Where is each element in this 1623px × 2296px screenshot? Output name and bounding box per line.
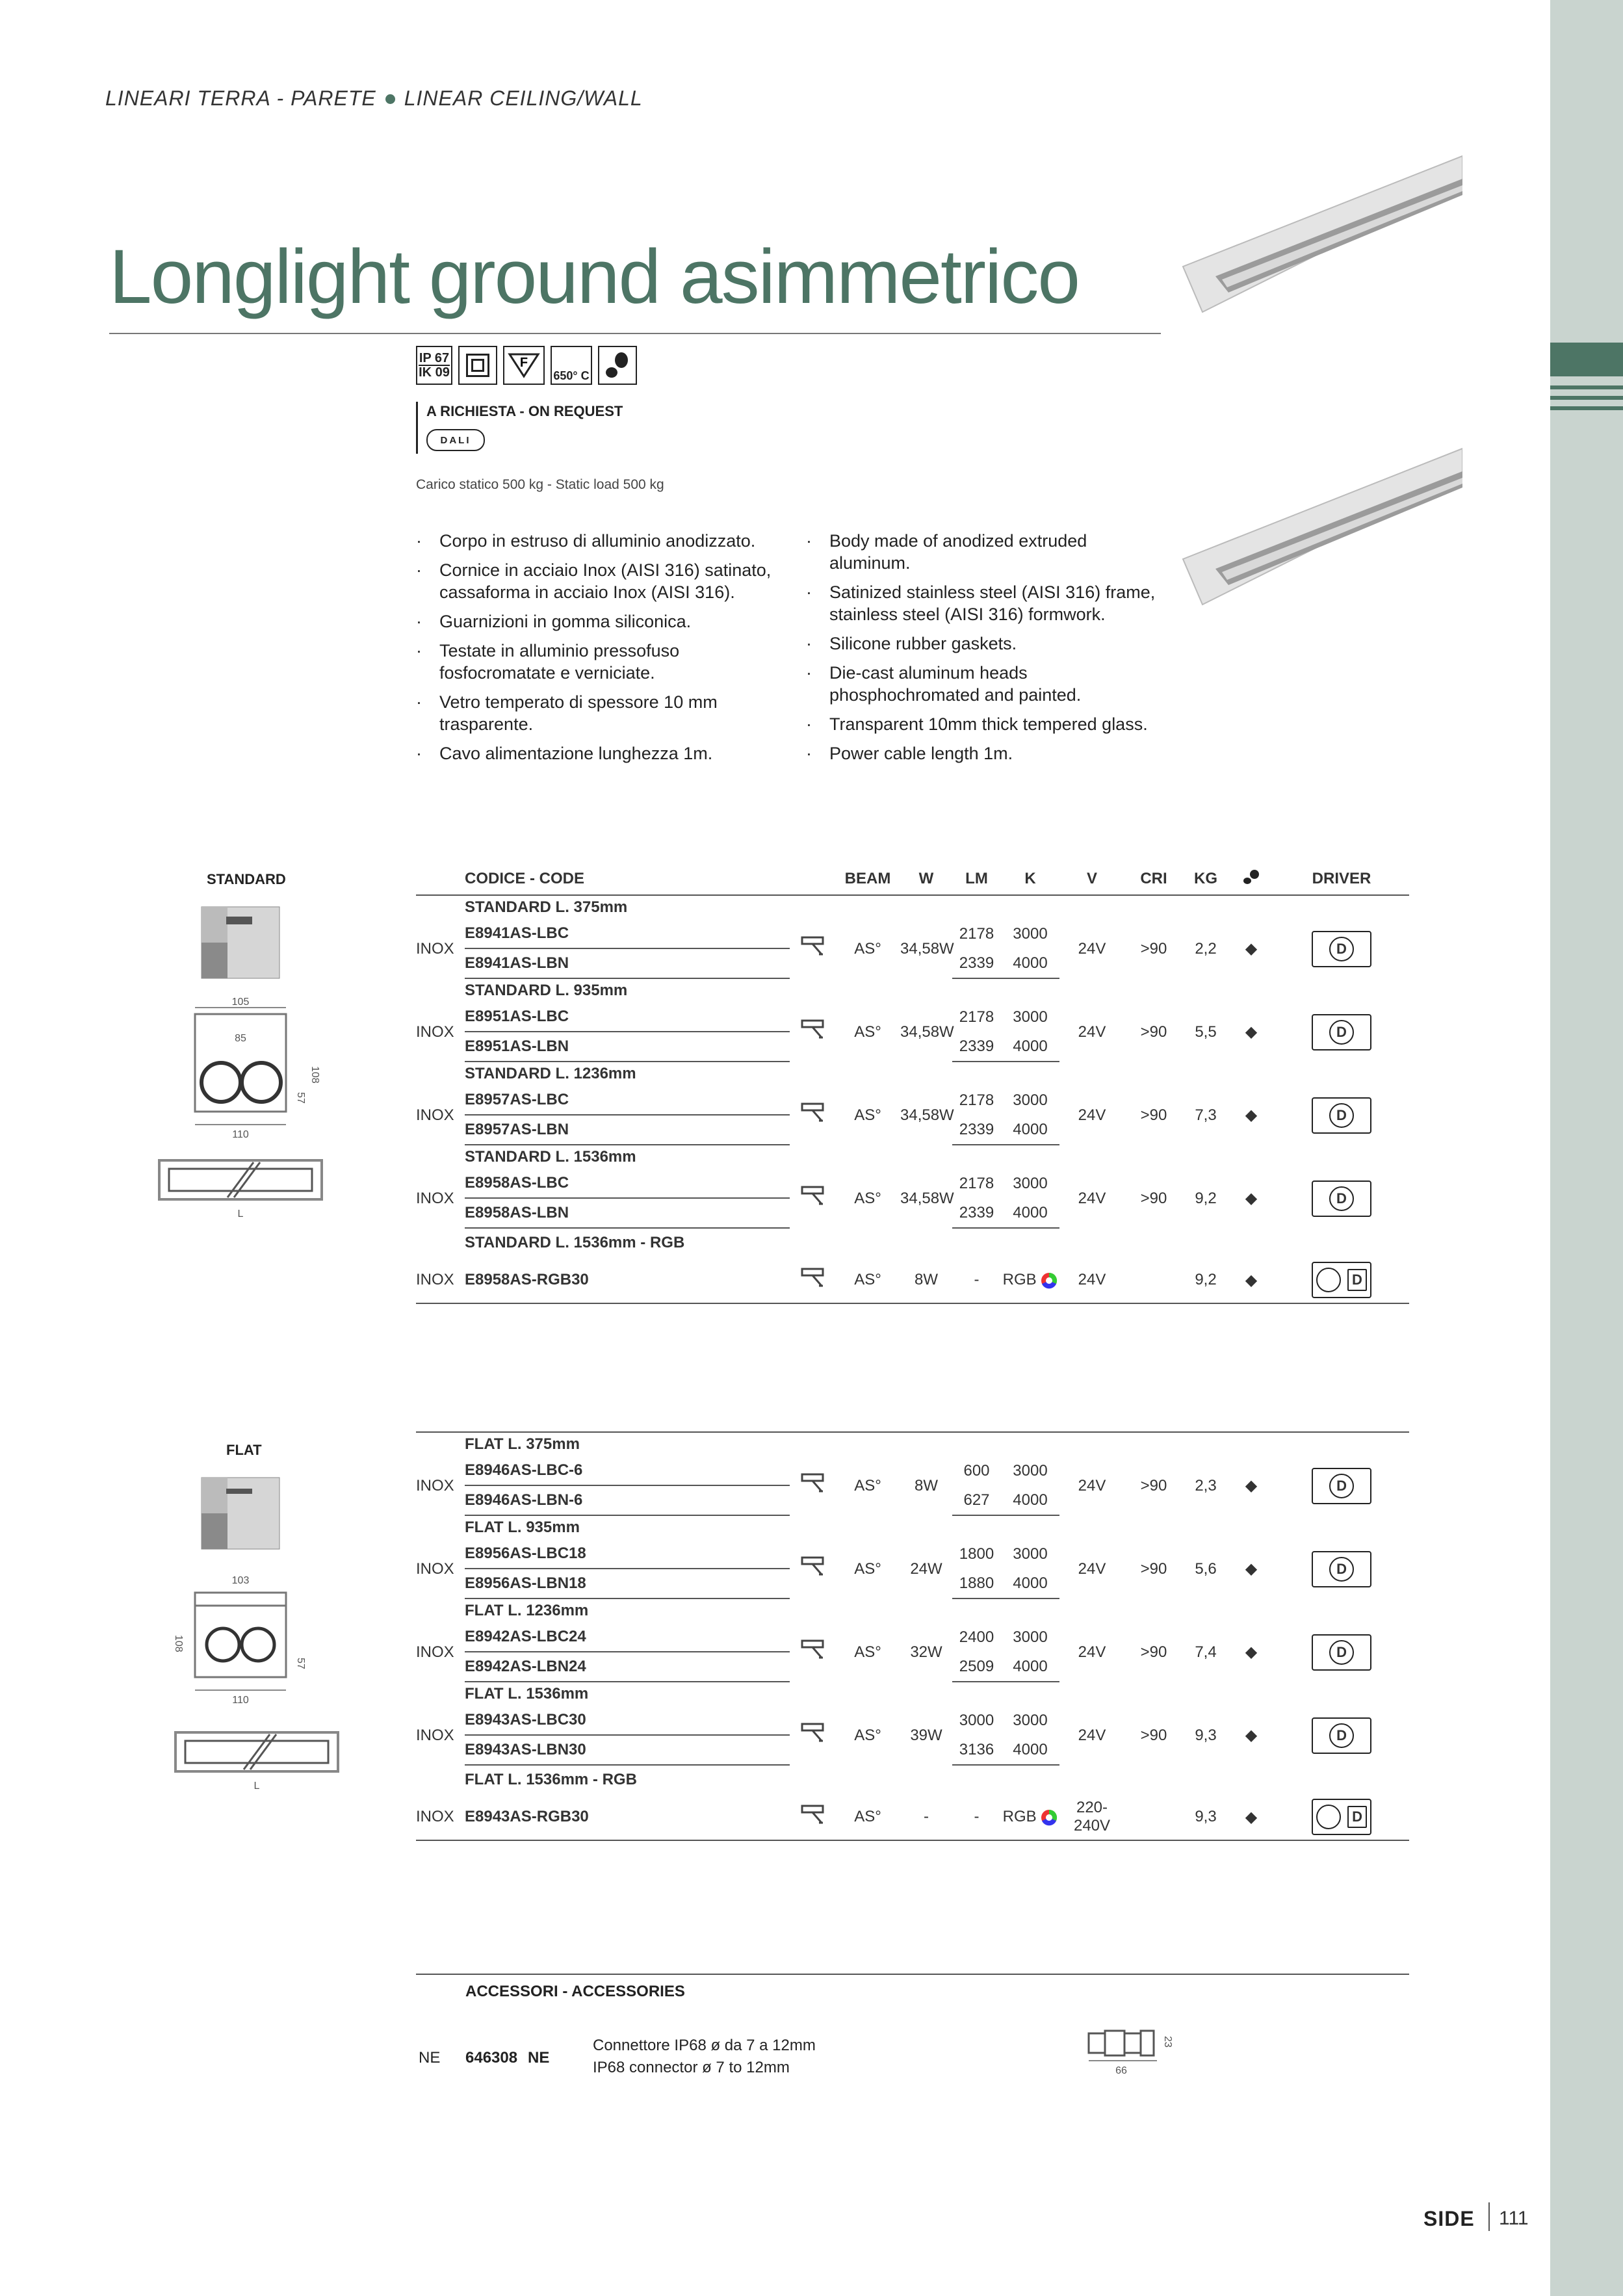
cri	[1124, 1257, 1183, 1303]
beam: AS°	[854, 1559, 881, 1578]
f-mark: F	[519, 356, 528, 370]
table-row	[416, 1002, 1409, 1032]
kelvin: 3000	[1013, 924, 1048, 943]
voltage: 24V	[1059, 1257, 1124, 1303]
group-title-row	[416, 1228, 1409, 1257]
group-title: FLAT L. 1536mm - RGB	[465, 1771, 637, 1788]
col-kg: KG	[1183, 863, 1228, 895]
lumen: 2178	[959, 924, 994, 943]
group-title: FLAT L. 375mm	[465, 1435, 580, 1453]
beam-icon	[799, 1638, 825, 1662]
kelvin: 3000	[1013, 1008, 1048, 1026]
kelvin: 3000	[1013, 1091, 1048, 1109]
lumen: 1800	[959, 1545, 994, 1563]
driver-bulb	[1316, 1805, 1341, 1829]
feature-en: · Body made of anodized extruded aluminum.	[806, 530, 1170, 574]
feature-it: · Corpo in estruso di alluminio anodizzato.	[416, 530, 780, 552]
driver-cell	[1274, 1539, 1409, 1598]
group-title-row	[416, 1682, 1409, 1706]
code-lbc: E8958AS-LBC	[465, 1174, 569, 1192]
weight: 2,3	[1195, 1476, 1217, 1494]
feature-it: · Vetro temperato di spessore 10 mm trasparente.	[416, 691, 780, 735]
group-title: FLAT L. 1536mm	[465, 1685, 589, 1702]
table-header	[416, 863, 1409, 895]
dim-103: 103	[231, 1575, 250, 1586]
driver-letter: D	[1329, 1186, 1354, 1211]
lumen: 2339	[952, 1115, 1001, 1145]
lumen: 2178	[959, 1008, 994, 1026]
beam-cell	[790, 1706, 835, 1765]
voltage: 24V	[1078, 1559, 1106, 1578]
group-title: STANDARD L. 1236mm	[465, 1065, 636, 1082]
code-lbc: E8956AS-LBC18	[465, 1545, 586, 1562]
driver-icon	[1312, 1634, 1371, 1671]
on-request-bar	[416, 402, 418, 454]
voltage: 24V	[1078, 1189, 1106, 1207]
walk-over-mark: ◆	[1245, 1560, 1258, 1578]
watt: 34,58W	[900, 939, 954, 958]
driver-cell	[1274, 1002, 1409, 1062]
side-bar	[1550, 0, 1623, 2296]
finish: INOX	[416, 1476, 454, 1494]
lumen: 2339	[952, 948, 1001, 978]
beam: AS°	[854, 1106, 881, 1124]
beam-cell	[790, 1002, 835, 1062]
code-rgb: E8958AS-RGB30	[465, 1257, 790, 1303]
beam-cell	[790, 919, 835, 978]
group-title-row	[416, 1515, 1409, 1539]
col-w: W	[900, 863, 952, 895]
lumen: 2509	[952, 1652, 1001, 1682]
beam-cell	[790, 1794, 835, 1840]
table-row	[416, 1169, 1409, 1198]
kelvin: 4000	[1001, 1485, 1059, 1515]
weight: 9,2	[1195, 1189, 1217, 1207]
driver-cell	[1274, 1706, 1409, 1765]
flat-dimension-drawing	[156, 1573, 351, 1716]
kelvin: 4000	[1001, 1032, 1059, 1062]
dim-66: 66	[1115, 2065, 1127, 2076]
code-lbc: E8943AS-LBC30	[465, 1711, 586, 1729]
group-title-row	[416, 895, 1409, 919]
beam-cell	[790, 1539, 835, 1598]
code-lbn: E8942AS-LBN24	[465, 1652, 790, 1682]
code-lbn: E8943AS-LBN30	[465, 1735, 790, 1765]
driver-letter: D	[1329, 1020, 1354, 1045]
driver-icon	[1312, 1014, 1371, 1050]
kelvin: 3000	[1013, 1711, 1048, 1729]
watt: 34,58W	[900, 1106, 954, 1124]
driver-cell	[1274, 919, 1409, 978]
table-row	[416, 1539, 1409, 1569]
finish: INOX	[416, 1023, 454, 1041]
driver-letter: D	[1329, 1103, 1354, 1128]
kelvin: 4000	[1001, 1652, 1059, 1682]
driver-icon	[1312, 1717, 1371, 1754]
feature-en: · Die-cast aluminum heads phosphochromated and painted.	[806, 662, 1170, 706]
driver-letter: D	[1329, 1723, 1354, 1748]
dim-108: 108	[309, 1066, 320, 1084]
dim-57: 57	[295, 1658, 306, 1669]
weight: 7,4	[1195, 1643, 1217, 1661]
walk-over-mark: ◆	[1245, 1190, 1258, 1207]
voltage: 24V	[1078, 1106, 1106, 1124]
watt: 24W	[910, 1559, 942, 1578]
product-image-bottom	[1176, 442, 1462, 611]
feature-en: · Power cable length 1m.	[806, 742, 1170, 764]
kelvin-rgb	[1001, 1794, 1059, 1840]
accessory-description	[593, 2035, 816, 2079]
watt: 34,58W	[900, 1023, 954, 1041]
code-lbc: E8942AS-LBC24	[465, 1628, 586, 1645]
beam: AS°	[854, 1023, 881, 1041]
glow-wire-icon	[551, 346, 592, 385]
lumen: 1880	[952, 1569, 1001, 1598]
page-title: Longlight ground asimmetrico	[109, 234, 1079, 320]
table-row	[416, 1794, 1409, 1840]
col-k: K	[1001, 863, 1059, 895]
rgb-label: RGB	[1002, 1808, 1037, 1825]
footer-brand: SIDE	[1423, 2207, 1475, 2230]
col-walk-over-icon	[1228, 863, 1274, 895]
on-request-label: A RICHIESTA - ON REQUEST	[426, 403, 623, 419]
beam-icon	[799, 1555, 825, 1578]
weight: 9,3	[1183, 1794, 1228, 1840]
standard-plan-drawing	[156, 1157, 325, 1222]
beam: AS°	[854, 939, 881, 958]
col-cri: CRI	[1124, 863, 1183, 895]
breadcrumb	[105, 86, 643, 111]
cri: >90	[1140, 1023, 1167, 1041]
col-lm: LM	[952, 863, 1001, 895]
group-title-row	[416, 1062, 1409, 1086]
beam-cell	[790, 1169, 835, 1228]
cri: >90	[1140, 1189, 1167, 1207]
accessory-desc-it: Connettore IP68 ø da 7 a 12mm	[593, 2037, 816, 2054]
cri	[1124, 1794, 1183, 1840]
driver-cell	[1274, 1623, 1409, 1682]
watt: 34,58W	[900, 1189, 954, 1207]
weight: 5,6	[1195, 1559, 1217, 1578]
flat-plan-drawing	[172, 1729, 341, 1794]
cri: >90	[1140, 1476, 1167, 1494]
walk-over-mark: ◆	[1245, 1643, 1258, 1661]
walk-over-mark: ◆	[1228, 1794, 1274, 1840]
accessories-title: ACCESSORI - ACCESSORIES	[465, 1983, 685, 2000]
beam-cell	[790, 1086, 835, 1145]
feature-en: · Transparent 10mm thick tempered glass.	[806, 713, 1170, 735]
dim-l: L	[237, 1208, 244, 1220]
driver-letter: D	[1329, 937, 1354, 961]
flat-table	[416, 1431, 1409, 1841]
group-title-row	[416, 1598, 1409, 1623]
lumen: 2400	[959, 1628, 994, 1646]
code-lbn: E8946AS-LBN-6	[465, 1485, 790, 1515]
feature-it: · Cornice in acciaio Inox (AISI 316) satinato, cassaforma in acciaio Inox (AISI 316).	[416, 559, 780, 603]
connector-drawing	[1085, 2027, 1189, 2079]
table-row	[416, 1456, 1409, 1485]
table-row	[416, 919, 1409, 948]
dali-badge: DALI	[426, 429, 485, 451]
lumen: 627	[952, 1485, 1001, 1515]
col-beam: BEAM	[835, 863, 900, 895]
lumen: 2339	[952, 1198, 1001, 1228]
lumen: -	[952, 1257, 1001, 1303]
kelvin: 4000	[1001, 1115, 1059, 1145]
watt: 8W	[915, 1476, 938, 1494]
finish: INOX	[416, 939, 454, 958]
group-title: STANDARD L. 935mm	[465, 982, 628, 999]
kelvin: 4000	[1001, 1569, 1059, 1598]
title-divider	[109, 333, 1161, 334]
page-number: 111	[1499, 2208, 1529, 2229]
beam-icon	[799, 935, 825, 958]
watt: 39W	[910, 1726, 942, 1744]
ip-rating: IP 67	[419, 351, 450, 365]
cri: >90	[1140, 939, 1167, 958]
f-mark-icon	[503, 346, 545, 385]
finish: INOX	[416, 1189, 454, 1207]
beam-icon	[799, 1101, 825, 1125]
breadcrumb-left: LINEARI TERRA - PARETE	[105, 86, 376, 110]
beam-icon	[799, 1803, 825, 1827]
beam: AS°	[854, 1726, 881, 1744]
driver-cell	[1274, 1456, 1409, 1515]
dim-85: 85	[235, 1033, 246, 1044]
group-title-row	[416, 978, 1409, 1002]
flat-label: FLAT	[226, 1442, 262, 1458]
rgb-driver-icon	[1312, 1262, 1371, 1298]
driver-icon	[1312, 1097, 1371, 1134]
weight: 9,3	[1195, 1726, 1217, 1744]
beam-cell	[790, 1456, 835, 1515]
beam-icon	[799, 1018, 825, 1041]
accessory-code: 646308	[465, 2049, 518, 2067]
ip-ik-badge	[416, 346, 452, 385]
class-ii-icon	[458, 346, 497, 385]
lumen: 3000	[959, 1711, 994, 1729]
cri: >90	[1140, 1643, 1167, 1661]
walk-over-mark: ◆	[1245, 1477, 1258, 1494]
weight: 5,5	[1195, 1023, 1217, 1041]
code-lbn: E8957AS-LBN	[465, 1115, 790, 1145]
glow-wire-temp: 650° C	[553, 369, 590, 382]
col-code: CODICE - CODE	[465, 863, 790, 895]
walk-over-mark: ◆	[1228, 1257, 1274, 1303]
flat-section-photo	[195, 1474, 286, 1552]
tab-stripe	[1550, 385, 1623, 389]
group-title: STANDARD L. 375mm	[465, 898, 628, 916]
group-title-row	[416, 1765, 1409, 1794]
certification-icons	[416, 346, 637, 385]
cri: >90	[1140, 1726, 1167, 1744]
driver-letter: D	[1347, 1806, 1367, 1828]
beam: AS°	[854, 1476, 881, 1494]
driver-letter: D	[1329, 1474, 1354, 1498]
dim-l: L	[253, 1781, 260, 1792]
breadcrumb-right: LINEAR CEILING/WALL	[404, 86, 643, 110]
static-load: Carico statico 500 kg - Static load 500 kg	[416, 477, 664, 492]
beam-icon	[799, 1184, 825, 1208]
lumen: 600	[963, 1461, 990, 1480]
dim-110: 110	[232, 1695, 249, 1706]
tab-stripe	[1550, 396, 1623, 400]
group-title-row	[416, 1432, 1409, 1456]
voltage: 220-240V	[1059, 1794, 1124, 1840]
watt: 32W	[910, 1643, 942, 1661]
beam-cell	[790, 1623, 835, 1682]
walk-over-icon	[598, 346, 637, 385]
driver-letter: D	[1347, 1269, 1367, 1291]
code-lbn: E8956AS-LBN18	[465, 1569, 790, 1598]
weight: 9,2	[1183, 1257, 1228, 1303]
driver-icon	[1312, 1551, 1371, 1587]
code-lbc: E8957AS-LBC	[465, 1091, 569, 1108]
code-lbc: E8946AS-LBC-6	[465, 1461, 583, 1479]
beam-icon	[799, 1472, 825, 1495]
beam: AS°	[835, 1257, 900, 1303]
lumen: 2178	[959, 1091, 994, 1109]
beam: AS°	[854, 1643, 881, 1661]
finish: INOX	[416, 1106, 454, 1124]
voltage: 24V	[1078, 1643, 1106, 1661]
voltage: 24V	[1078, 1726, 1106, 1744]
code-lbn: E8941AS-LBN	[465, 948, 790, 978]
finish: INOX	[416, 1559, 454, 1578]
driver-bulb	[1316, 1268, 1341, 1292]
accessory-desc-en: IP68 connector ø 7 to 12mm	[593, 2059, 790, 2076]
kelvin: 3000	[1013, 1628, 1048, 1646]
col-driver: DRIVER	[1274, 863, 1409, 895]
dim-110: 110	[232, 1129, 249, 1140]
driver-cell	[1274, 1086, 1409, 1145]
finish: INOX	[416, 1794, 465, 1840]
dim-105: 105	[231, 997, 250, 1008]
weight: 2,2	[1195, 939, 1217, 958]
walk-over-mark: ◆	[1245, 1023, 1258, 1041]
beam: AS°	[835, 1794, 900, 1840]
group-title: FLAT L. 1236mm	[465, 1602, 589, 1619]
finish: INOX	[416, 1643, 454, 1661]
features-it	[416, 530, 780, 772]
rgb-icon	[1041, 1809, 1058, 1826]
code-rgb: E8943AS-RGB30	[465, 1794, 790, 1840]
feature-it: · Testate in alluminio pressofuso fosfocromatate e verniciate.	[416, 640, 780, 684]
kelvin: 4000	[1001, 1735, 1059, 1765]
finish: INOX	[416, 1726, 454, 1744]
code-lbc: E8941AS-LBC	[465, 924, 569, 942]
standard-dimension-drawing	[156, 995, 351, 1151]
beam-icon	[799, 1266, 825, 1290]
feature-it: · Guarnizioni in gomma siliconica.	[416, 610, 780, 633]
lumen: -	[952, 1794, 1001, 1840]
code-lbc: E8951AS-LBC	[465, 1008, 569, 1025]
table-row	[416, 1623, 1409, 1652]
driver-letter: D	[1329, 1640, 1354, 1665]
features-en	[806, 530, 1170, 772]
ik-rating: IK 09	[419, 365, 450, 380]
voltage: 24V	[1078, 939, 1106, 958]
breadcrumb-dot	[385, 94, 395, 104]
group-title-row	[416, 1145, 1409, 1169]
walk-over-mark: ◆	[1245, 940, 1258, 958]
watt: 8W	[900, 1257, 952, 1303]
accessories-rule	[416, 1974, 1409, 1975]
dim-108: 108	[173, 1635, 184, 1652]
kelvin: 4000	[1001, 1198, 1059, 1228]
dim-57: 57	[295, 1092, 306, 1104]
product-image-top	[1176, 150, 1462, 319]
driver-cell	[1274, 1794, 1409, 1840]
accessory-code-suffix: NE	[528, 2049, 550, 2067]
kelvin: 3000	[1013, 1174, 1048, 1192]
voltage: 24V	[1078, 1476, 1106, 1494]
table-row	[416, 1257, 1409, 1303]
finish: INOX	[416, 1257, 465, 1303]
code-lbn: E8958AS-LBN	[465, 1198, 790, 1228]
kelvin: 4000	[1001, 948, 1059, 978]
feature-en: · Silicone rubber gaskets.	[806, 633, 1170, 655]
driver-letter: D	[1329, 1557, 1354, 1582]
lumen: 3136	[952, 1735, 1001, 1765]
code-lbn: E8951AS-LBN	[465, 1032, 790, 1062]
watt: -	[900, 1794, 952, 1840]
beam: AS°	[854, 1189, 881, 1207]
cri: >90	[1140, 1106, 1167, 1124]
lumen: 2339	[952, 1032, 1001, 1062]
driver-cell	[1274, 1257, 1409, 1303]
cri: >90	[1140, 1559, 1167, 1578]
rgb-icon	[1041, 1272, 1058, 1289]
table-row	[416, 1706, 1409, 1735]
standard-section-photo	[195, 904, 286, 982]
kelvin: 3000	[1013, 1545, 1048, 1563]
walk-over-mark: ◆	[1245, 1727, 1258, 1744]
rgb-driver-icon	[1312, 1799, 1371, 1835]
lumen: 2178	[959, 1174, 994, 1192]
rgb-label: RGB	[1002, 1271, 1037, 1288]
kelvin-rgb	[1001, 1257, 1059, 1303]
footer-divider	[1488, 2202, 1490, 2231]
standard-table	[416, 863, 1409, 1304]
beam-icon	[799, 1721, 825, 1745]
kelvin: 3000	[1013, 1461, 1048, 1480]
dim-23: 23	[1162, 2036, 1173, 2048]
table-row	[416, 1086, 1409, 1115]
driver-icon	[1312, 931, 1371, 967]
driver-cell	[1274, 1169, 1409, 1228]
group-title: STANDARD L. 1536mm	[465, 1148, 636, 1166]
beam-cell	[790, 1257, 835, 1303]
walk-over-mark: ◆	[1245, 1106, 1258, 1124]
driver-icon	[1312, 1468, 1371, 1504]
tab-stripe	[1550, 406, 1623, 410]
standard-label: STANDARD	[207, 871, 286, 887]
voltage: 24V	[1078, 1023, 1106, 1041]
group-title: STANDARD L. 1536mm - RGB	[465, 1234, 685, 1251]
weight: 7,3	[1195, 1106, 1217, 1124]
feature-it: · Cavo alimentazione lunghezza 1m.	[416, 742, 780, 764]
driver-icon	[1312, 1181, 1371, 1217]
accessory-finish: NE	[419, 2049, 441, 2067]
section-tab	[1550, 343, 1623, 376]
feature-en: · Satinized stainless steel (AISI 316) frame, stainless steel (AISI 316) formwork.	[806, 581, 1170, 625]
group-title: FLAT L. 935mm	[465, 1519, 580, 1536]
col-v: V	[1059, 863, 1124, 895]
